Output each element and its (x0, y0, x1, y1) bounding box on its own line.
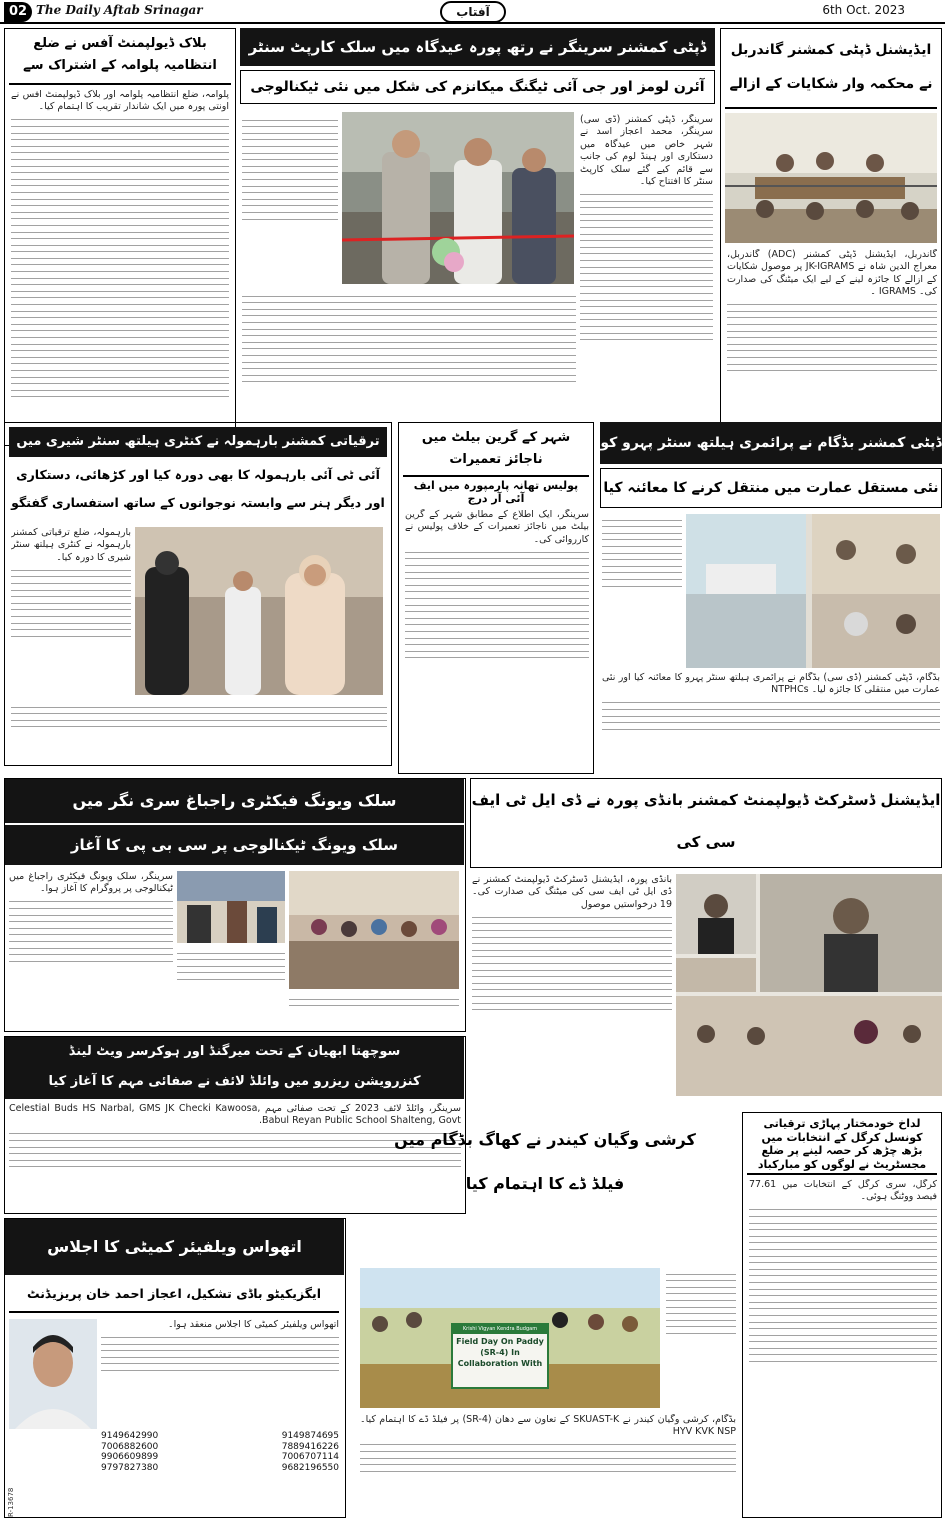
story-subheadline: فیلڈ ڈے کا اہتمام کیا (465, 1174, 625, 1193)
story-body-lead: کرگل، سری کرگل کے انتخابات میں 77.61 فیصد ووٹنگ ہوئی۔ (749, 1179, 937, 1203)
field-day-banner-text: Field Day On Paddy (SR-4) In Collaboration With (456, 1337, 544, 1368)
contact-number: 9149642990 (101, 1431, 159, 1441)
story-headline: بلاک ڈیولپمنٹ آفس نے ضلع انتظامیہ پلوامہ کے اشتراک سے (23, 36, 217, 73)
story-block-bandipora (470, 778, 942, 1108)
story-body-col-2 (360, 1414, 736, 1514)
story-body-lead: سرینگر، ڈپٹی کمشنر (ڈی سی) سرینگر، محمد اعجاز اسد نے شہر خاص میں عیدگاہ میں دستکاری اور ہینڈ لوم کی جانب سے قائم کیے گئے سلک کارپٹ سنٹر کا افتتاح کیا۔ (580, 114, 713, 188)
divider (9, 1311, 339, 1313)
story-body-lead: گاندربل، ایڈیشنل ڈپٹی کمشنر (ADC) گاندربل، معراج الدین شاہ نے JK-IGRAMS پر موصول شکایات کے ازالے کا جائزہ لینے کے لیے ایک میٹنگ کی صدارت کی۔ IGRAMS ۔ (727, 249, 937, 298)
silk-event-photo-2 (289, 871, 459, 989)
phc-inspection-photo (686, 514, 940, 668)
contact-number: 7006882600 (101, 1441, 159, 1452)
story-subheadline: ایگزیکیٹو باڈی تشکیل، اعجاز احمد خان پریزیڈنٹ (26, 1286, 321, 1301)
contact-number: 7006707114 (281, 1452, 339, 1463)
issue-date: 6th Oct. 2023 (822, 3, 905, 17)
story-headline: ترقیاتی کمشنر بارہمولہ نے کنٹری ہیلتھ سنٹر شیری میں (9, 427, 387, 457)
story-subheadline: آئرن لومز اور جی آئی ٹیگنگ میکانزم کی شکل میں نئی ٹیکنالوجی (240, 70, 715, 104)
story-headline: اتھواس ویلفیئر کمیٹی کا اجلاس (5, 1219, 344, 1275)
story-headline: شہر کے گرین بیلٹ میں ناجائز تعمیرات (421, 430, 571, 467)
divider (747, 1173, 937, 1175)
masthead (0, 0, 945, 24)
story-block-silk-weaving (4, 778, 466, 1032)
story-body-lead: اتھواس ویلفیئر کمیٹی کا اجلاس منعقد ہوا۔ (168, 1319, 339, 1330)
story-subheadline: نئی مستقل عمارت میں منتقل کرنے کا معائنہ کیا (600, 468, 942, 508)
president-portrait (9, 1319, 97, 1429)
logo: آفتاب (440, 1, 506, 23)
story-headline (5, 1037, 464, 1099)
story-headline: ڈپٹی کمشنر سرینگر نے رتھ پورہ عیدگاہ میں سلک کارپٹ سنٹر (240, 28, 715, 66)
story-subheadline: آئی ٹی آئی بارہمولہ کا بھی دورہ کیا اور کڑھائی، دستکاری اور دیگر ہنر سے وابستہ نوجوانوں کے ساتھ استفساری گفتگو (11, 467, 385, 510)
story-body-lead: سرینگر، سلک ویونگ فیکٹری راجباغ میں ٹیکنالوجی پر پروگرام کا آغاز ہوا۔ (9, 871, 173, 895)
story-body-lead: بارہمولہ، ضلع ترقیاتی کمشنر بارہمولہ نے کنٹری ہیلتھ سنٹر شیری کا دورہ کیا۔ (11, 527, 131, 563)
story-body (749, 1179, 937, 1513)
story-body-col-1 (9, 871, 173, 1027)
contact-list (101, 1431, 339, 1517)
paper-name: The Daily Aftab Srinagar (36, 3, 203, 17)
kvk-banner-label: Krishi Vigyan Kendra Budgam (462, 1326, 538, 1332)
divider (725, 107, 937, 109)
story-body-lead: بانڈی پورہ، ایڈیشنل ڈسٹرکٹ ڈیولپمنٹ کمشنر نے ڈی ایل ٹی ایف سی کی میٹنگ کی صدارت کی۔ 19 درخواستیں موصول (472, 874, 672, 910)
story-body-lead: بڈگام، ڈپٹی کمشنر (ڈی سی) بڈگام نے پرائمری ہیلتھ سنٹر پہرو کا معائنہ کیا اور نئی عمارت میں منتقلی کا جائزہ لیا۔ NTPHCs (602, 672, 940, 696)
page-number: 02 (4, 2, 32, 22)
story-body-col-1 (666, 1268, 736, 1408)
story-body (727, 249, 937, 441)
story-body-col-1 (11, 527, 131, 695)
story-headline: ایڈیشنل ڈپٹی کمشنر گاندربل نے محکمہ وار شکایات کے ازالے (729, 42, 933, 92)
story-body-col-3 (289, 993, 459, 1027)
field-day-photo (360, 1268, 660, 1408)
story-block-athwas (4, 1218, 346, 1518)
text-lines (11, 119, 229, 397)
story-body (101, 1319, 339, 1427)
story-body-lead: سرینگر، ایک اطلاع کے مطابق شہر کے گرین بیلٹ میں ناجائز تعمیرات کے خلاف پولیس نے کارروائی کی۔ (405, 509, 589, 545)
silk-event-photo-1 (177, 871, 285, 943)
story-block-kargil (742, 1112, 942, 1518)
story-subheadline: بڑھ چڑھ کر حصہ لینے پر ضلع مجسٹریٹ نے لوگوں کو مبارکباد (757, 1144, 927, 1171)
story-body-col-2 (242, 114, 338, 284)
story-block-pulwama (4, 28, 236, 446)
contact-number: 9149874695 (281, 1431, 339, 1441)
story-subheadline: کنزرویشن ریزرو میں وائلڈ لائف نے صفائی مہم کا آغاز کیا (48, 1074, 421, 1089)
story-headline-line-1: ایڈیشنل ڈسٹرکٹ ڈیولپمنٹ کمشنر بانڈی پورہ نے ڈی ایل ٹی ایف سی کی (471, 791, 941, 851)
story-body (405, 509, 589, 769)
story-body-col-3 (242, 290, 576, 444)
story-body-col-1 (602, 514, 682, 668)
story-body-col-2 (11, 701, 387, 761)
divider (403, 475, 589, 477)
story-headline (747, 1117, 937, 1171)
story-body-col-1 (580, 114, 713, 444)
story-body-col-2 (177, 947, 285, 1027)
story-body-col-2 (602, 672, 940, 764)
story-body (11, 89, 229, 439)
story-body-lead: پلوامہ، ضلع انتظامیہ پلوامہ اور بلاک ڈیولپمنٹ آفس نے اونتی پورہ میں ایک شاندار تقریب کا اہتمام کیا۔ (11, 89, 229, 113)
story-headline: ڈپٹی کمشنر بڈگام نے پرائمری ہیلتھ سنٹر پہرو کو (600, 422, 942, 464)
story-headline: سلک ویونگ فیکٹری راجباغ سری نگر میں (5, 779, 464, 823)
divider (9, 83, 231, 85)
ad-code: R-13678 (7, 1487, 15, 1517)
health-centre-photo (135, 527, 383, 695)
meeting-photo (725, 113, 937, 243)
story-block-budgam-phc (600, 422, 942, 766)
dltfc-meeting-photos (676, 874, 942, 1096)
story-headline-line-1: سوچھتا ابھیان کے تحت میرگنڈ اور ہوکرسر ویٹ لینڈ (68, 1044, 401, 1059)
story-body-lead: سرینگر، وائلڈ لائف 2023 کے تحت صفائی مہم Celestial Buds HS Narbal, GMS JK Checki Kawoosa, Babul Reyan Public School Shalteng, Govt. (9, 1103, 461, 1127)
story-headline (470, 778, 942, 868)
story-subheadline: سلک ویونگ ٹیکنالوجی پر سی بی پی کا آغاز (5, 825, 464, 865)
story-block-ganderbal (720, 28, 942, 446)
story-headline-line-1: کرشی وگیان کیندر نے کھاگ بڈگام میں (394, 1130, 696, 1149)
contact-number: 7889416226 (281, 1441, 339, 1452)
story-subheadline: پولیس تھانہ پارمپورہ میں ایف آئی آر درج (413, 479, 579, 505)
story-block-kvk-budgam (352, 1118, 738, 1518)
story-block-silk-carpet (240, 28, 715, 446)
story-block-baramulla (4, 422, 392, 766)
story-body-lead: بڈگام، کرشی وگیان کیندر نے SKUAST-K کے تعاون سے دھان (SR-4) پر فیلڈ ڈے کا اہتمام کیا۔ HYV KVK NSP (360, 1414, 736, 1438)
story-body (472, 874, 672, 1096)
story-block-green-belt (398, 422, 594, 774)
contact-number: 9682196550 (281, 1462, 339, 1473)
story-headline-line-1: لداخ خودمختار پہاڑی ترقیاتی کونسل کرگل کے انتخابات میں (761, 1117, 923, 1144)
contact-number: 9906609899 (101, 1452, 159, 1463)
story-headline (352, 1118, 738, 1210)
story-subheadline (471, 863, 941, 868)
ribbon-cutting-photo (342, 112, 574, 284)
contact-number: 9797827380 (101, 1462, 159, 1473)
